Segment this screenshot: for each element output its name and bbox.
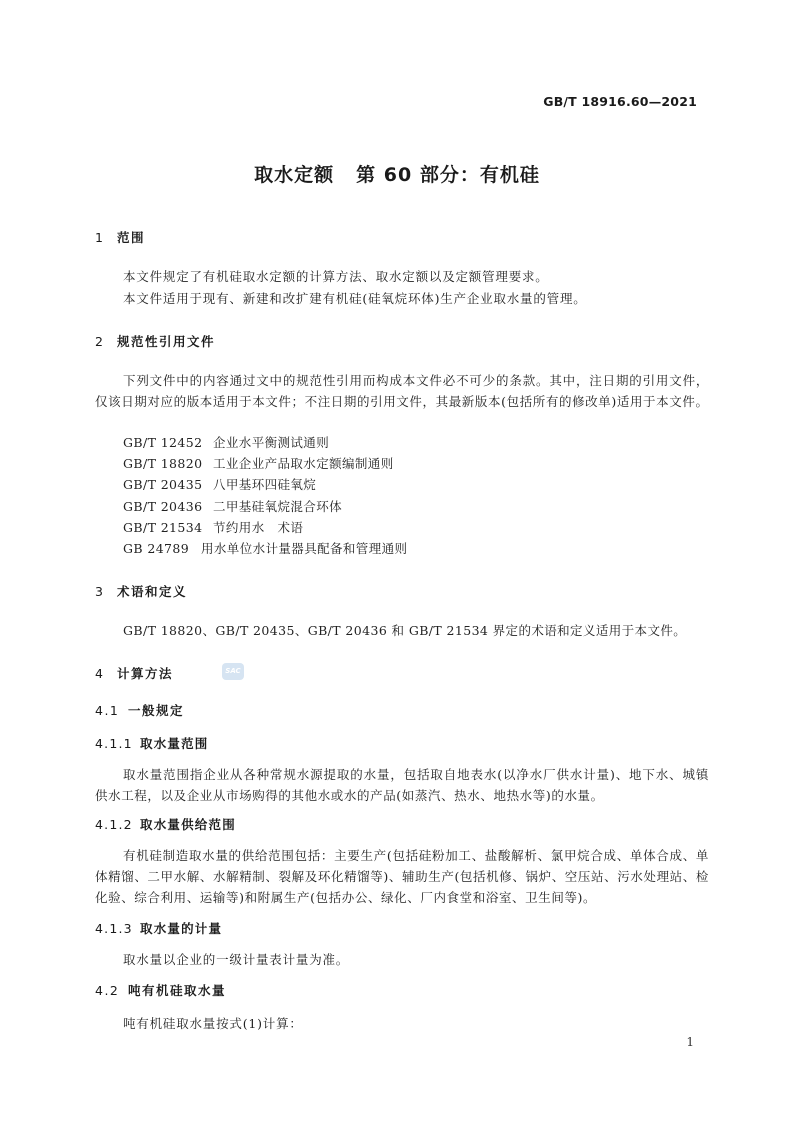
reference-name: 节约用水 术语 [213, 519, 304, 535]
section-3-heading [95, 582, 187, 600]
section-2-intro-paragraph: 下列文件中的内容通过文中的规范性引用而构成本文件必不可少的条款。其中，注日期的引用文件，仅该日期对应的版本适用于本文件；不注日期的引用文件，其最新版本(包括所有的修改单)适用于本文件。 [95, 373, 709, 409]
reference-item [123, 453, 407, 474]
section-title: 取水量供给范围 [140, 817, 236, 832]
section-title: 术语和定义 [117, 584, 188, 599]
reference-code: GB/T 21534 [123, 519, 203, 535]
standard-number: GB/T 18916.60—2021 [543, 94, 697, 109]
section-number: 4.1 [95, 703, 120, 718]
section-4-1-heading [95, 701, 184, 719]
normative-reference-list [123, 432, 407, 559]
sac-watermark-logo: SAC [222, 663, 244, 680]
document-title-part2: 第 60 部分：有机硅 [356, 164, 540, 186]
reference-name: 二甲基硅氧烷混合环体 [213, 498, 343, 514]
reference-item [123, 496, 407, 517]
reference-name: 用水单位水计量器具配备和管理通则 [201, 541, 408, 557]
section-title: 取水量的计量 [140, 921, 223, 936]
reference-code: GB 24789 [123, 541, 190, 557]
section-number: 3 [95, 584, 105, 599]
section-number: 4.1.3 [95, 921, 133, 936]
reference-item [123, 517, 407, 538]
section-4-1-3-paragraph: 取水量以企业的一级计量表计量为准。 [123, 952, 350, 967]
section-4-1-1-paragraph: 取水量范围指企业从各种常规水源提取的水量，包括取自地表水(以净水厂供水计量)、地下水、城镇供水工程，以及企业从市场购得的其他水或水的产品(如蒸汽、热水、地热水等)的水量。 [95, 767, 709, 803]
section-4-heading [95, 664, 173, 682]
section-1-paragraph-2: 本文件适用于现有、新建和改扩建有机硅(硅氧烷环体)生产企业取水量的管理。 [123, 291, 587, 306]
section-1-paragraph-1: 本文件规定了有机硅取水定额的计算方法、取水定额以及定额管理要求。 [123, 269, 549, 284]
section-number: 2 [95, 334, 105, 349]
section-4-1-1-heading [95, 734, 209, 752]
section-title: 取水量范围 [140, 736, 209, 751]
section-title: 范围 [117, 230, 146, 245]
document-title [0, 160, 794, 187]
document-title-part1: 取水定额 [254, 164, 335, 186]
reference-name: 企业水平衡测试通则 [213, 435, 330, 450]
section-number: 4 [95, 666, 105, 681]
reference-item [123, 432, 407, 453]
reference-code: GB/T 12452 [123, 435, 203, 450]
section-1-heading [95, 228, 145, 246]
reference-name: 工业企业产品取水定额编制通则 [213, 456, 394, 472]
section-title: 一般规定 [128, 703, 185, 718]
section-4-2-heading [95, 981, 226, 999]
section-2-heading [95, 332, 215, 350]
reference-item [123, 474, 407, 495]
reference-item [123, 538, 407, 559]
section-title: 规范性引用文件 [117, 334, 216, 349]
section-title: 计算方法 [117, 666, 174, 681]
page-number: 1 [686, 1035, 694, 1049]
section-title: 吨有机硅取水量 [128, 983, 227, 998]
section-4-1-2-heading [95, 815, 236, 833]
section-4-2-paragraph: 吨有机硅取水量按式(1)计算： [123, 1016, 303, 1031]
section-number: 4.2 [95, 983, 120, 998]
reference-code: GB/T 20436 [123, 498, 203, 514]
section-number: 4.1.2 [95, 817, 133, 832]
section-3-paragraph: GB/T 18820、GB/T 20435、GB/T 20436 和 GB/T 21534 界定的术语和定义适用于本文件。 [123, 623, 687, 638]
reference-code: GB/T 18820 [123, 456, 203, 472]
reference-code: GB/T 20435 [123, 477, 203, 493]
section-number: 1 [95, 230, 105, 245]
section-4-1-2-paragraph: 有机硅制造取水量的供给范围包括：主要生产(包括硅粉加工、盐酸解析、氯甲烷合成、单体合成、单体精馏、二甲水解、水解精制、裂解及环化精馏等)、辅助生产(包括机修、锅炉、空压站、污水处理站、检化验、综合利用、运输等)和附属生产(包括办公、绿化、厂内食堂和浴室、卫生间等)。 [95, 848, 709, 905]
section-4-1-3-heading [95, 919, 222, 937]
reference-name: 八甲基环四硅氧烷 [213, 477, 317, 493]
section-number: 4.1.1 [95, 736, 133, 751]
